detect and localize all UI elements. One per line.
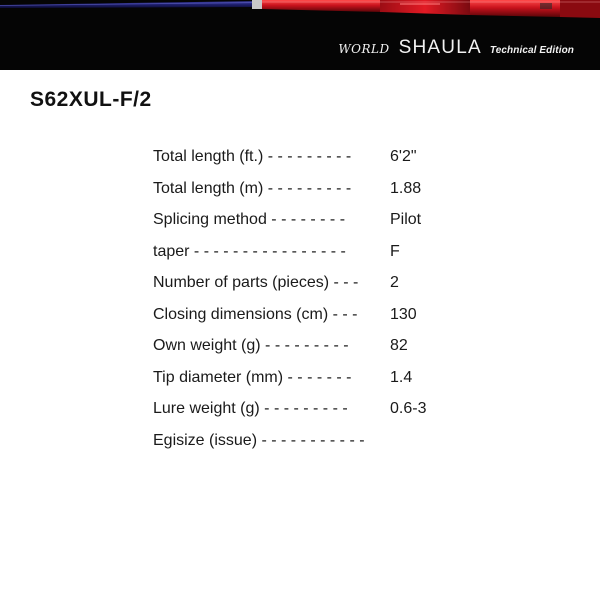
spec-value: 2	[390, 274, 399, 291]
brand-prefix: WORLD	[338, 42, 390, 56]
header-banner	[0, 0, 600, 70]
spec-label: taper - - - - - - - - - - - - - - - -	[153, 242, 346, 260]
spec-value: 0.6-3	[390, 400, 427, 417]
brand-logo	[338, 37, 574, 59]
fishing-rod-image	[0, 0, 600, 70]
spec-value: 130	[390, 305, 417, 323]
brand-name: SHAULA	[398, 37, 482, 58]
spec-label: Egisize (issue) - - - - - - - - - - -	[153, 431, 365, 449]
spec-value: Pilot	[390, 211, 422, 228]
spec-label: Total length (m) - - - - - - - - -	[153, 179, 352, 197]
spec-label: Splicing method - - - - - - - -	[153, 211, 346, 228]
spec-label: Total length (ft.) - - - - - - - - -	[153, 148, 352, 165]
spec-value: 1.4	[390, 368, 413, 386]
spec-label: Number of parts (pieces) - - -	[153, 274, 359, 291]
spec-value: 1.88	[390, 179, 422, 197]
spec-value: 6'2"	[390, 148, 417, 165]
spec-label: Closing dimensions (cm) - - -	[153, 305, 358, 323]
spec-label: Lure weight (g) - - - - - - - - -	[153, 400, 348, 417]
spec-label: Tip diameter (mm) - - - - - - -	[153, 368, 352, 386]
brand-edition: Technical Edition	[489, 45, 574, 56]
spec-value: F	[390, 242, 400, 260]
model-title: S62XUL-F/2	[30, 88, 152, 111]
spec-label: Own weight (g) - - - - - - - - -	[153, 337, 349, 354]
spec-value: 82	[390, 337, 408, 354]
